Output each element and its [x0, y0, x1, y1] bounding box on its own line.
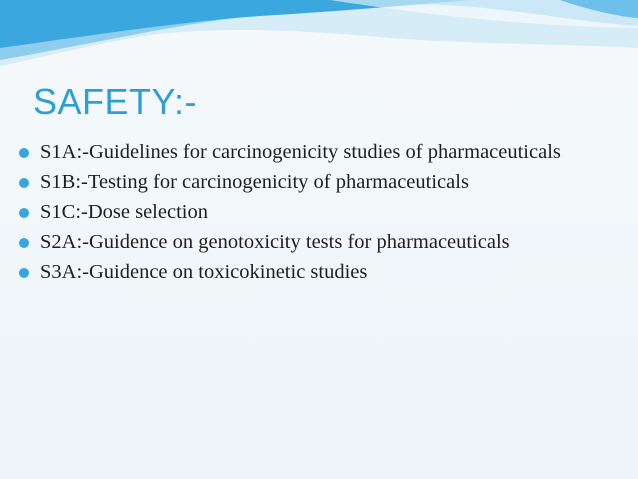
bullet-text: S2A:-Guidence on genotoxicity tests for pharmaceuticals — [40, 231, 510, 253]
bullet-item — [18, 169, 598, 195]
bullet-dot-icon — [19, 148, 29, 158]
bullet-dot-icon — [19, 238, 29, 248]
wave-header-decoration — [0, 0, 638, 80]
bullet-item — [18, 259, 598, 285]
bullet-text: S1B:-Testing for carcinogenicity of pharmaceuticals — [40, 171, 469, 193]
bullet-dot-icon — [19, 268, 29, 278]
bullet-text: S3A:-Guidence on toxicokinetic studies — [40, 261, 368, 283]
bullet-dot-icon — [19, 208, 29, 218]
bullet-text: S1C:-Dose selection — [40, 201, 208, 223]
bullet-list — [18, 139, 598, 289]
bullet-item — [18, 229, 598, 255]
bullet-item — [18, 199, 598, 225]
slide-title: SAFETY:- — [33, 81, 198, 122]
bullet-dot-icon — [19, 178, 29, 188]
bullet-text: S1A:-Guidelines for carcinogenicity studies of pharmaceuticals — [40, 141, 561, 163]
bullet-item — [18, 139, 598, 165]
